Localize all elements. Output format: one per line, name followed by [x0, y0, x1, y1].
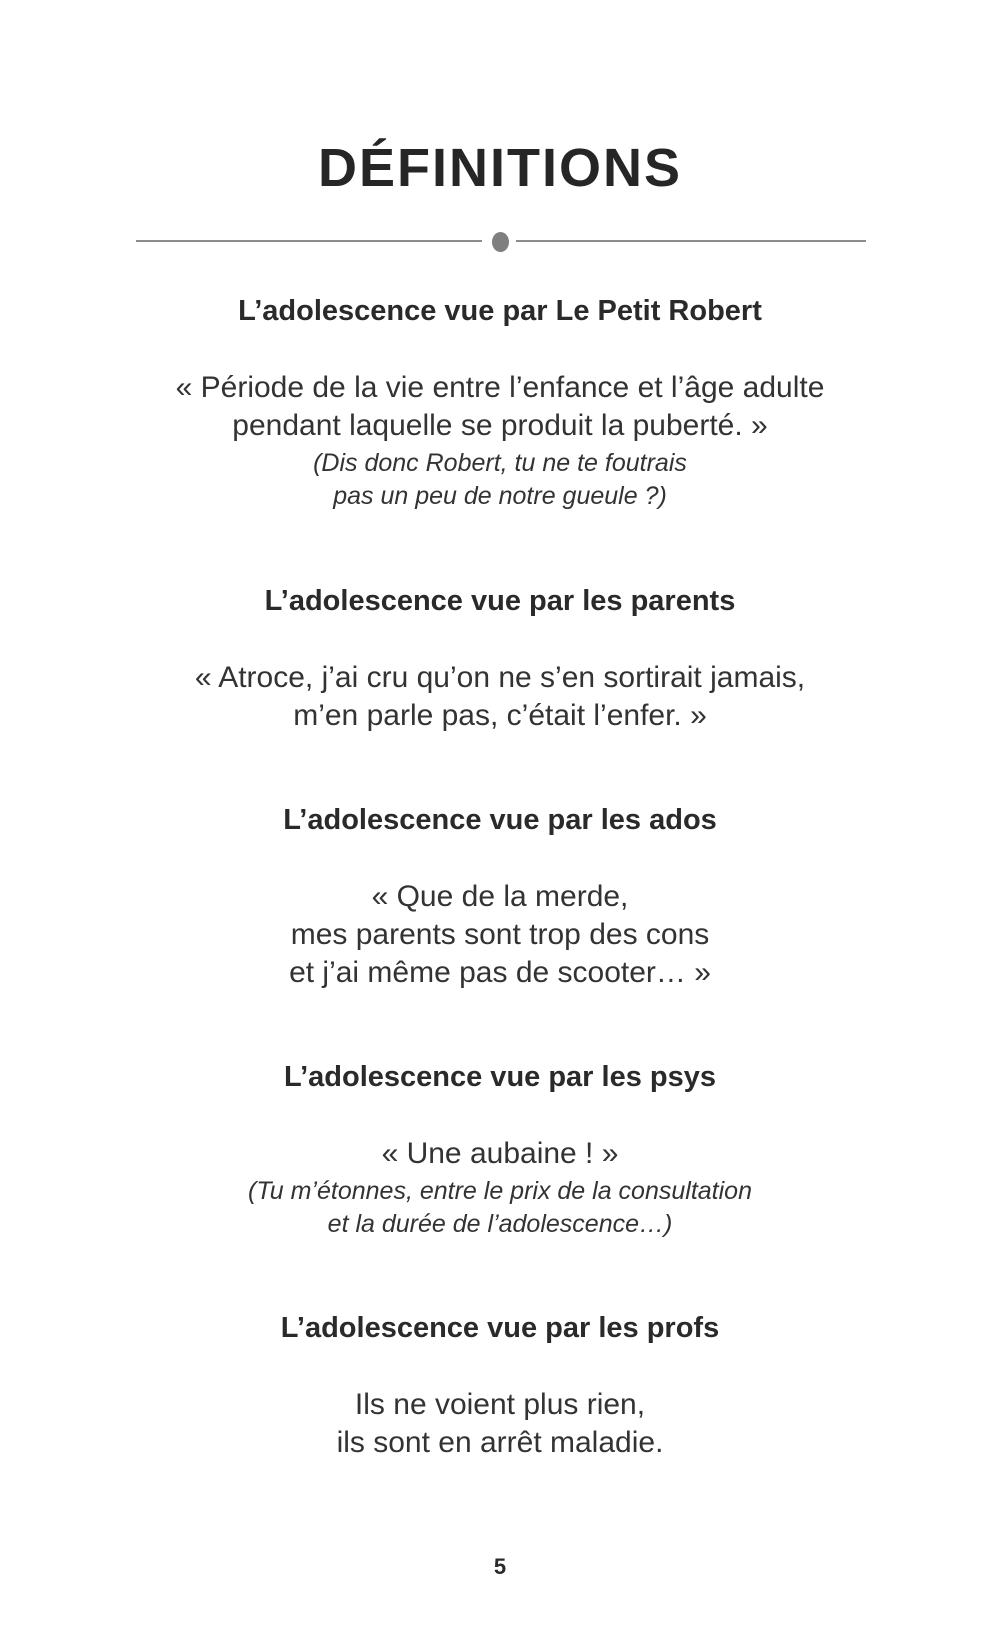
quote-line: ils sont en arrêt maladie. [336, 1426, 664, 1459]
quote [0, 878, 1000, 992]
quote-line: Ils ne voient plus rien, [354, 1388, 646, 1421]
aside-comment [0, 1175, 1000, 1241]
quote-line: « Une aubaine ! » [381, 1137, 619, 1170]
definition-section-petit-robert [0, 293, 1000, 513]
quote-line: « Période de la vie entre l’enfance et l’âge adulte [175, 371, 825, 404]
aside-line: pas un peu de notre gueule ?) [333, 482, 667, 510]
quote-line: m’en parle pas, c’était l’enfer. » [293, 699, 707, 732]
aside-line: et la durée de l’adolescence…) [327, 1210, 673, 1238]
quote [0, 369, 1000, 445]
quote [0, 1386, 1000, 1462]
quote-line: « Que de la merde, [371, 880, 629, 913]
title-divider [136, 226, 866, 256]
divider-line-right [516, 240, 866, 242]
quote [0, 1135, 1000, 1173]
quote [0, 659, 1000, 735]
definition-section-ados [0, 802, 1000, 992]
section-heading: L’adolescence vue par les ados [283, 804, 717, 836]
aside-line: (Dis donc Robert, tu ne te foutrais [313, 449, 687, 477]
definition-section-profs [0, 1310, 1000, 1462]
section-heading: L’adolescence vue par Le Petit Robert [238, 295, 762, 327]
page-number: 5 [493, 1554, 507, 1579]
divider-dot [492, 232, 509, 252]
definition-section-psys [0, 1059, 1000, 1241]
quote-line: « Atroce, j’ai cru qu’on ne s’en sortirait jamais, [194, 661, 806, 694]
page-title: DÉFINITIONS [317, 138, 682, 198]
definition-section-parents [0, 583, 1000, 735]
section-heading: L’adolescence vue par les psys [283, 1061, 716, 1093]
quote-line: et j’ai même pas de scooter… » [289, 956, 711, 989]
quote-line: pendant laquelle se produit la puberté. » [232, 409, 768, 442]
section-heading: L’adolescence vue par les parents [264, 585, 736, 617]
aside-comment [0, 447, 1000, 513]
section-heading: L’adolescence vue par les profs [280, 1312, 720, 1344]
aside-line: (Tu m’étonnes, entre le prix de la consultation [248, 1177, 752, 1205]
divider-line-left [136, 240, 482, 242]
quote-line: mes parents sont trop des cons [290, 918, 710, 951]
